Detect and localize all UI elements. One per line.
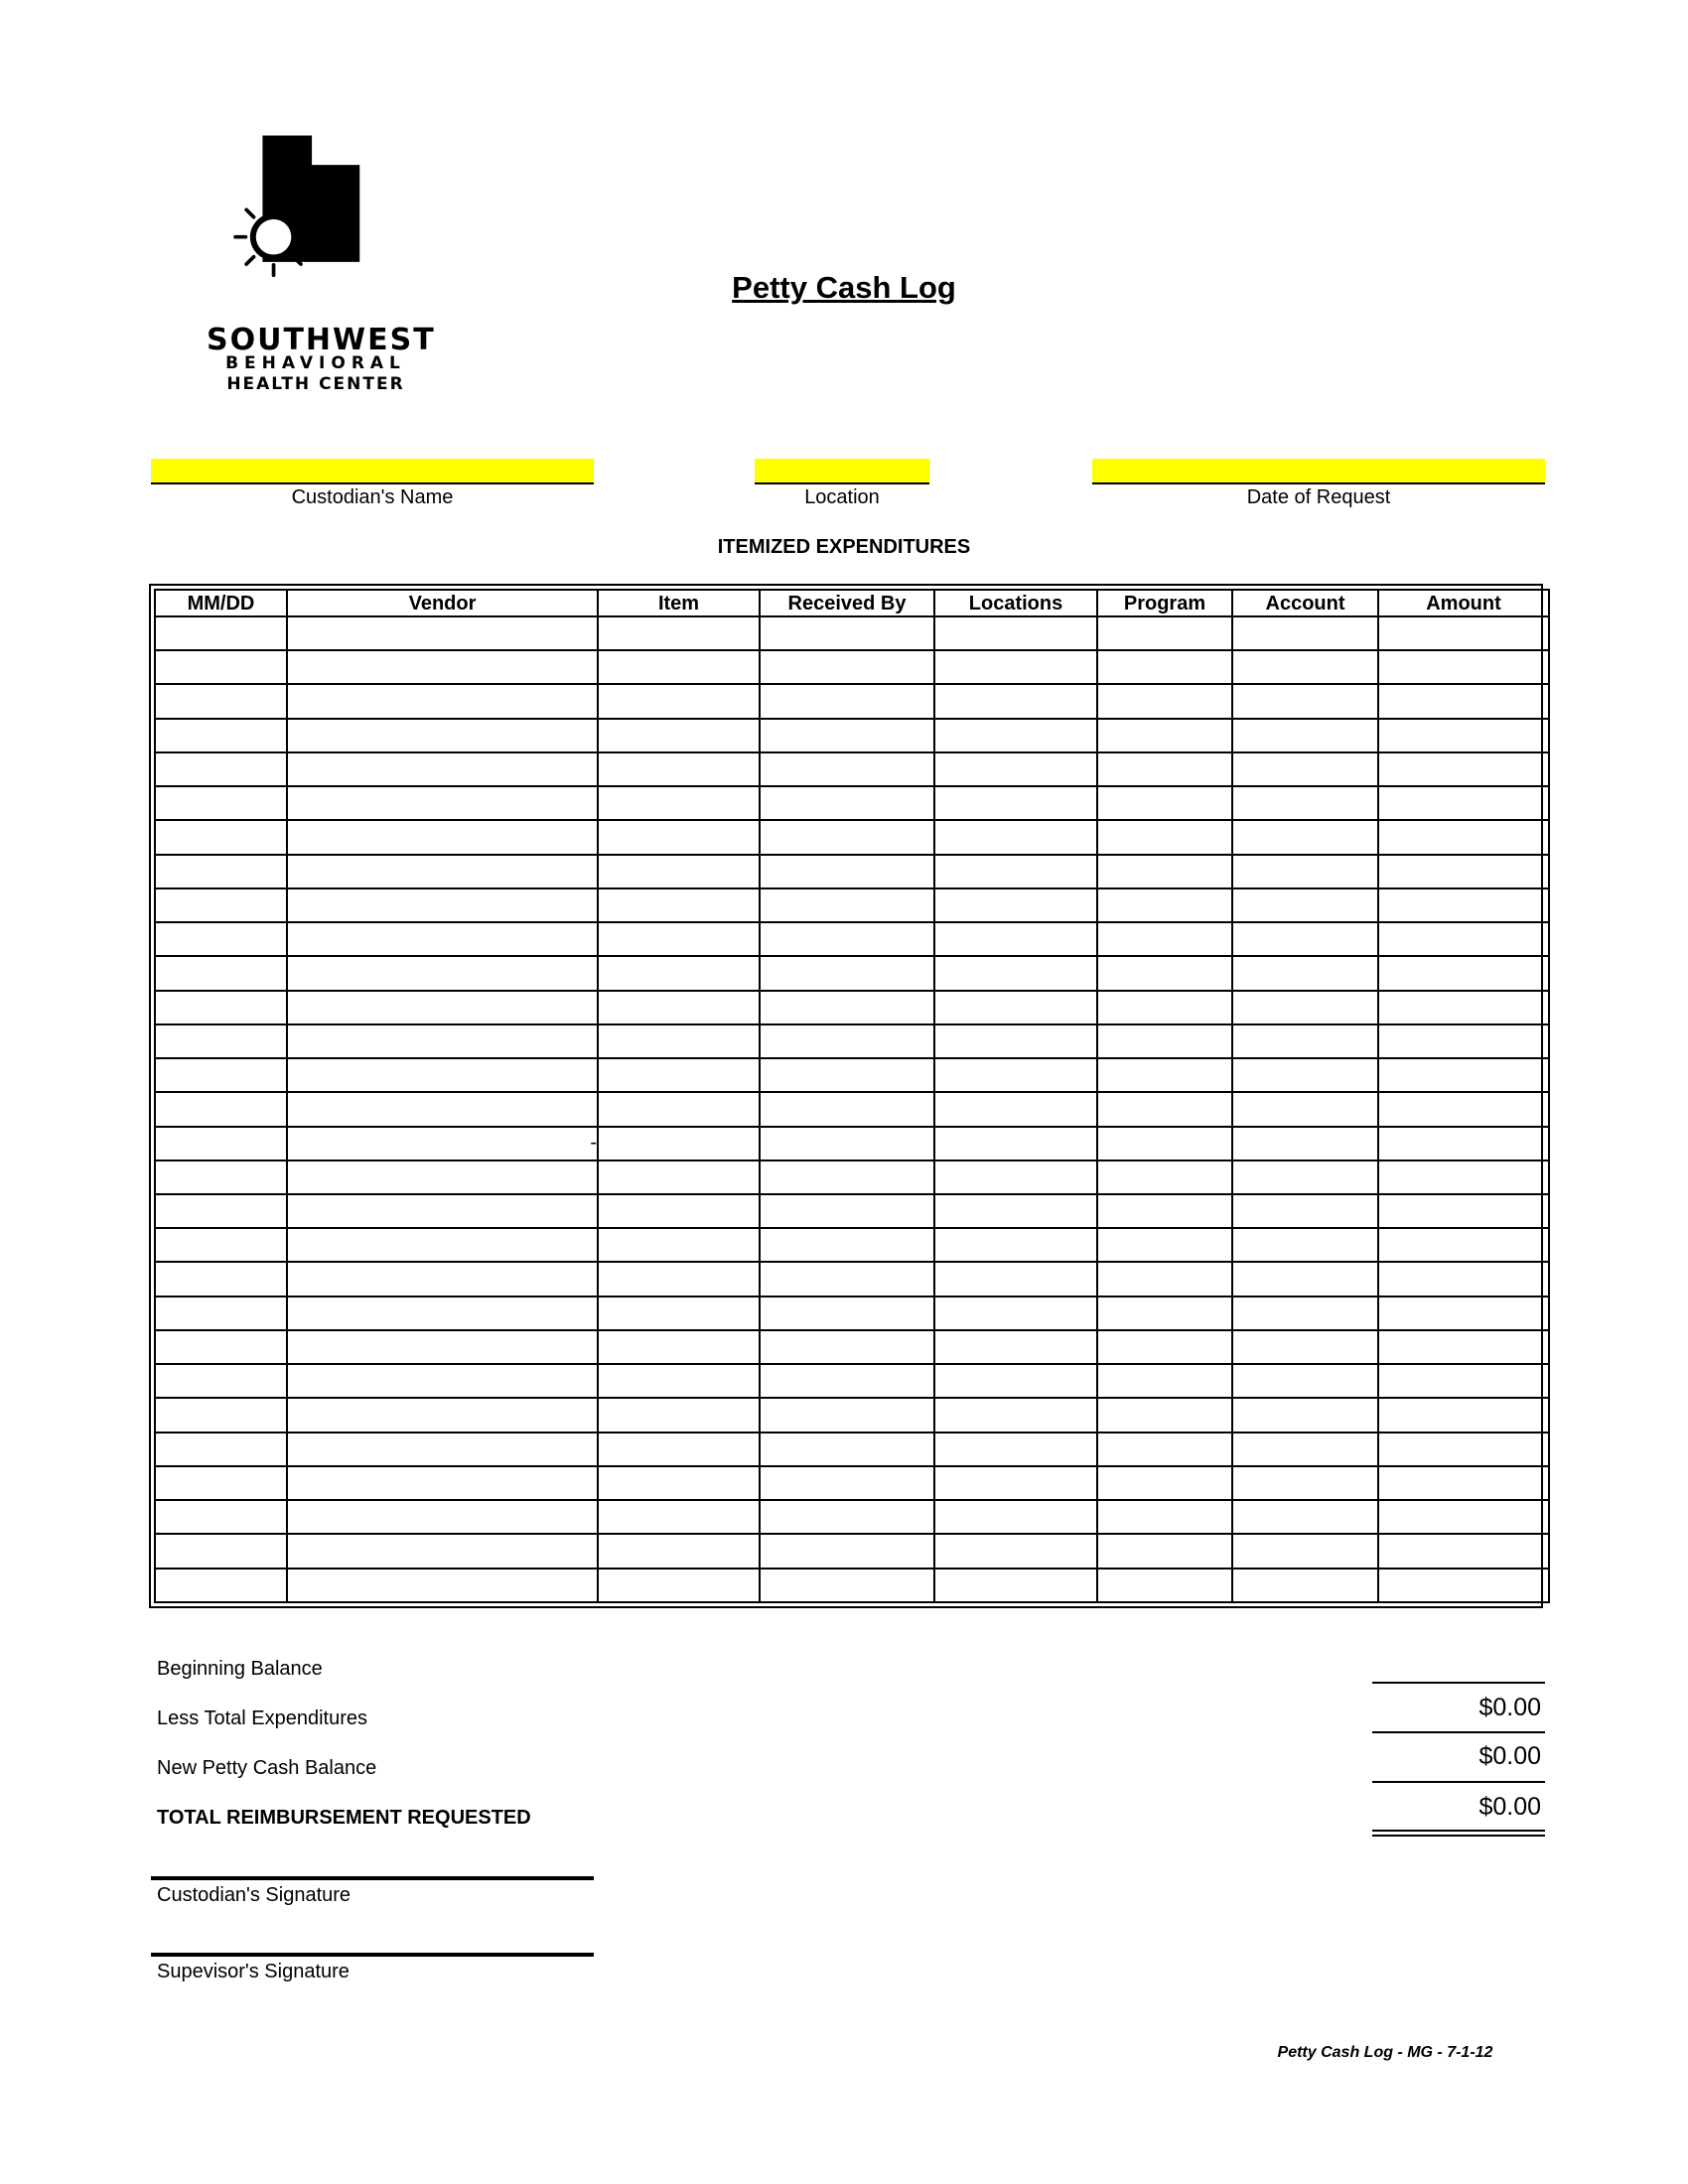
cell-program[interactable] <box>1097 1364 1232 1398</box>
new-petty-cash-balance-value: $0.00 <box>1478 1742 1541 1770</box>
cell-item[interactable] <box>598 1092 760 1126</box>
cell-mmdd[interactable] <box>155 956 287 990</box>
cell-amount[interactable] <box>1378 1398 1549 1432</box>
cell-program[interactable] <box>1097 1297 1232 1330</box>
cell-mmdd[interactable] <box>155 1466 287 1500</box>
table-row <box>155 650 1549 684</box>
table-row <box>155 752 1549 786</box>
column-header-amount: Amount <box>1378 590 1549 616</box>
cell-item[interactable] <box>598 1364 760 1398</box>
cell-vendor[interactable] <box>287 684 598 718</box>
cell-mmdd[interactable] <box>155 1228 287 1262</box>
table-row <box>155 719 1549 752</box>
cell-locations[interactable] <box>934 752 1097 786</box>
cell-received-by[interactable] <box>760 1330 934 1364</box>
table-row <box>155 1262 1549 1296</box>
cell-item[interactable] <box>598 820 760 854</box>
table-row <box>155 1534 1549 1568</box>
cell-mmdd[interactable] <box>155 1262 287 1296</box>
cell-item[interactable] <box>598 684 760 718</box>
cell-program[interactable] <box>1097 1058 1232 1092</box>
page-title: Petty Cash Log <box>732 270 956 305</box>
cell-amount[interactable] <box>1378 888 1549 922</box>
cell-item[interactable] <box>598 1194 760 1228</box>
cell-item[interactable] <box>598 719 760 752</box>
cell-mmdd[interactable] <box>155 1194 287 1228</box>
date-of-request-label: Date of Request <box>1246 486 1391 508</box>
cell-received-by[interactable] <box>760 1092 934 1126</box>
cell-program[interactable] <box>1097 786 1232 820</box>
cell-vendor[interactable] <box>287 922 598 956</box>
cell-mmdd[interactable] <box>155 1058 287 1092</box>
cell-locations[interactable] <box>934 650 1097 684</box>
cell-mmdd[interactable] <box>155 719 287 752</box>
cell-received-by[interactable] <box>760 1228 934 1262</box>
cell-received-by[interactable] <box>760 1262 934 1296</box>
table-row <box>155 616 1549 650</box>
total-reimbursement-label: TOTAL REIMBURSEMENT REQUESTED <box>157 1807 531 1829</box>
cell-account[interactable] <box>1232 991 1378 1024</box>
table-row <box>155 1024 1549 1058</box>
cell-mmdd[interactable] <box>155 1398 287 1432</box>
cell-locations[interactable] <box>934 1330 1097 1364</box>
cell-item[interactable] <box>598 888 760 922</box>
cell-locations[interactable] <box>934 855 1097 888</box>
table-row <box>155 1092 1549 1126</box>
section-title: ITEMIZED EXPENDITURES <box>717 536 971 558</box>
cell-vendor[interactable] <box>287 1194 598 1228</box>
cell-amount[interactable] <box>1378 1024 1549 1058</box>
table-row <box>155 1398 1549 1432</box>
cell-item[interactable] <box>598 1330 760 1364</box>
cell-program[interactable] <box>1097 616 1232 650</box>
cell-locations[interactable] <box>934 1024 1097 1058</box>
column-header-item: Item <box>598 590 760 616</box>
cell-mmdd[interactable] <box>155 684 287 718</box>
table-row <box>155 1297 1549 1330</box>
cell-program[interactable] <box>1097 1330 1232 1364</box>
cell-received-by[interactable] <box>760 1160 934 1194</box>
cell-item[interactable] <box>598 1228 760 1262</box>
column-header-received-by: Received By <box>760 590 934 616</box>
cell-amount[interactable] <box>1378 1262 1549 1296</box>
cell-vendor[interactable] <box>287 1297 598 1330</box>
cell-received-by[interactable] <box>760 1297 934 1330</box>
cell-locations[interactable] <box>934 786 1097 820</box>
less-total-expenditures-value: $0.00 <box>1478 1694 1541 1721</box>
beginning-balance-label: Beginning Balance <box>157 1658 323 1680</box>
column-header-program: Program <box>1097 590 1232 616</box>
form-footer: Petty Cash Log - MG - 7-1-12 <box>1277 2044 1493 2061</box>
cell-vendor[interactable] <box>287 616 598 650</box>
cell-amount[interactable] <box>1378 684 1549 718</box>
cell-program[interactable] <box>1097 752 1232 786</box>
cell-locations[interactable] <box>934 1160 1097 1194</box>
cell-program[interactable] <box>1097 922 1232 956</box>
cell-account[interactable] <box>1232 1398 1378 1432</box>
table-row <box>155 1058 1549 1092</box>
cell-mmdd[interactable] <box>155 650 287 684</box>
cell-amount[interactable] <box>1378 1058 1549 1092</box>
cell-received-by[interactable] <box>760 820 934 854</box>
cell-vendor[interactable] <box>287 1024 598 1058</box>
cell-locations[interactable] <box>934 1433 1097 1466</box>
cell-program[interactable] <box>1097 1127 1232 1160</box>
less-total-expenditures-label: Less Total Expenditures <box>157 1707 367 1729</box>
beginning-balance-line <box>1372 1682 1545 1684</box>
cell-program[interactable] <box>1097 1398 1232 1432</box>
logo-text-health-center: HEALTH CENTER <box>226 374 405 394</box>
cell-mmdd[interactable] <box>155 922 287 956</box>
cell-account[interactable] <box>1232 616 1378 650</box>
cell-locations[interactable] <box>934 1466 1097 1500</box>
column-header-account: Account <box>1232 590 1378 616</box>
table-row <box>155 922 1549 956</box>
supervisor-signature-label: Supevisor's Signature <box>157 1961 350 1982</box>
cell-program[interactable] <box>1097 888 1232 922</box>
cell-account[interactable] <box>1232 1262 1378 1296</box>
cell-item[interactable] <box>598 1058 760 1092</box>
cell-program[interactable] <box>1097 1262 1232 1296</box>
cell-item[interactable] <box>598 922 760 956</box>
cell-amount[interactable] <box>1378 991 1549 1024</box>
cell-locations[interactable] <box>934 684 1097 718</box>
cell-amount[interactable] <box>1378 650 1549 684</box>
location-field[interactable] <box>755 459 929 484</box>
cell-vendor[interactable] <box>287 1534 598 1568</box>
cell-received-by[interactable] <box>760 855 934 888</box>
cell-mmdd[interactable] <box>155 752 287 786</box>
cell-locations[interactable] <box>934 1228 1097 1262</box>
cell-locations[interactable] <box>934 1297 1097 1330</box>
cell-program[interactable] <box>1097 684 1232 718</box>
cell-amount[interactable] <box>1378 922 1549 956</box>
cell-item[interactable] <box>598 1262 760 1296</box>
table-row <box>155 991 1549 1024</box>
cell-account[interactable] <box>1232 888 1378 922</box>
cell-account[interactable] <box>1232 1297 1378 1330</box>
table-row <box>155 684 1549 718</box>
cell-received-by[interactable] <box>760 991 934 1024</box>
cell-received-by[interactable] <box>760 1466 934 1500</box>
cell-amount[interactable] <box>1378 1569 1549 1602</box>
new-petty-cash-balance-line <box>1372 1781 1545 1783</box>
cell-locations[interactable] <box>934 1194 1097 1228</box>
cell-item[interactable] <box>598 1297 760 1330</box>
cell-mmdd[interactable] <box>155 1500 287 1534</box>
cell-mmdd[interactable] <box>155 1433 287 1466</box>
cell-account[interactable] <box>1232 855 1378 888</box>
cell-locations[interactable] <box>934 1534 1097 1568</box>
cell-program[interactable] <box>1097 1500 1232 1534</box>
cell-received-by[interactable] <box>760 1500 934 1534</box>
column-header-vendor: Vendor <box>287 590 598 616</box>
cell-program[interactable] <box>1097 1160 1232 1194</box>
cell-locations[interactable] <box>934 1364 1097 1398</box>
cell-received-by[interactable] <box>760 1569 934 1602</box>
cell-account[interactable] <box>1232 1466 1378 1500</box>
cell-account[interactable] <box>1232 1330 1378 1364</box>
cell-account[interactable] <box>1232 1534 1378 1568</box>
cell-amount[interactable] <box>1378 1330 1549 1364</box>
cell-account[interactable] <box>1232 1092 1378 1126</box>
cell-vendor[interactable] <box>287 1569 598 1602</box>
cell-program[interactable] <box>1097 1194 1232 1228</box>
cell-amount[interactable] <box>1378 820 1549 854</box>
cell-item[interactable] <box>598 1433 760 1466</box>
cell-mmdd[interactable] <box>155 1160 287 1194</box>
cell-received-by[interactable] <box>760 1194 934 1228</box>
cell-account[interactable] <box>1232 1228 1378 1262</box>
cell-account[interactable] <box>1232 956 1378 990</box>
cell-received-by[interactable] <box>760 650 934 684</box>
cell-received-by[interactable] <box>760 786 934 820</box>
cell-received-by[interactable] <box>760 1534 934 1568</box>
cell-amount[interactable] <box>1378 1500 1549 1534</box>
cell-account[interactable] <box>1232 1127 1378 1160</box>
cell-mmdd[interactable] <box>155 616 287 650</box>
cell-account[interactable] <box>1232 1500 1378 1534</box>
table-row <box>155 1569 1549 1602</box>
cell-vendor[interactable] <box>287 820 598 854</box>
cell-vendor[interactable] <box>287 1433 598 1466</box>
cell-vendor[interactable] <box>287 1398 598 1432</box>
cell-vendor[interactable] <box>287 1058 598 1092</box>
cell-mmdd[interactable] <box>155 1024 287 1058</box>
cell-locations[interactable] <box>934 922 1097 956</box>
cell-program[interactable] <box>1097 820 1232 854</box>
table-row <box>155 1228 1549 1262</box>
cell-locations[interactable] <box>934 1569 1097 1602</box>
table-row <box>155 786 1549 820</box>
cell-item[interactable] <box>598 650 760 684</box>
cell-program[interactable] <box>1097 1534 1232 1568</box>
cell-vendor[interactable] <box>287 956 598 990</box>
table-row <box>155 1330 1549 1364</box>
cell-amount[interactable] <box>1378 1534 1549 1568</box>
cell-mmdd[interactable] <box>155 1534 287 1568</box>
cell-mmdd[interactable] <box>155 991 287 1024</box>
cell-received-by[interactable] <box>760 1127 934 1160</box>
cell-amount[interactable] <box>1378 1364 1549 1398</box>
cell-account[interactable] <box>1232 1364 1378 1398</box>
cell-received-by[interactable] <box>760 719 934 752</box>
cell-received-by[interactable] <box>760 1058 934 1092</box>
cell-item[interactable] <box>598 752 760 786</box>
cell-item[interactable] <box>598 1127 760 1160</box>
cell-locations[interactable] <box>934 1262 1097 1296</box>
cell-account[interactable] <box>1232 719 1378 752</box>
cell-vendor[interactable] <box>287 1092 598 1126</box>
cell-received-by[interactable] <box>760 616 934 650</box>
cell-mmdd[interactable] <box>155 1297 287 1330</box>
cell-item[interactable] <box>598 1569 760 1602</box>
cell-vendor[interactable] <box>287 855 598 888</box>
cell-item[interactable] <box>598 1500 760 1534</box>
cell-vendor[interactable] <box>287 1466 598 1500</box>
table-header-row <box>155 590 1549 616</box>
custodian-name-label: Custodian's Name <box>291 486 454 508</box>
cell-amount[interactable] <box>1378 1092 1549 1126</box>
date-of-request-field[interactable] <box>1092 459 1545 484</box>
cell-program[interactable] <box>1097 1466 1232 1500</box>
cell-received-by[interactable] <box>760 1024 934 1058</box>
cell-mmdd[interactable] <box>155 1127 287 1160</box>
total-reimbursement-double-line <box>1372 1830 1545 1837</box>
cell-received-by[interactable] <box>760 684 934 718</box>
cell-vendor[interactable] <box>287 1228 598 1262</box>
cell-program[interactable] <box>1097 650 1232 684</box>
cell-vendor[interactable] <box>287 1160 598 1194</box>
cell-vendor[interactable] <box>287 650 598 684</box>
cell-vendor[interactable] <box>287 888 598 922</box>
cell-item[interactable] <box>598 1466 760 1500</box>
cell-locations[interactable] <box>934 1500 1097 1534</box>
expenditures-table <box>149 584 1543 1608</box>
cell-account[interactable] <box>1232 1569 1378 1602</box>
cell-program[interactable] <box>1097 1228 1232 1262</box>
table-row <box>155 888 1549 922</box>
cell-received-by[interactable] <box>760 922 934 956</box>
cell-mmdd[interactable] <box>155 888 287 922</box>
location-label: Location <box>804 486 880 508</box>
cell-locations[interactable] <box>934 820 1097 854</box>
cell-item[interactable] <box>598 616 760 650</box>
cell-amount[interactable] <box>1378 786 1549 820</box>
total-reimbursement-value: $0.00 <box>1478 1793 1541 1821</box>
table-row <box>155 956 1549 990</box>
cell-amount[interactable] <box>1378 956 1549 990</box>
cell-vendor[interactable] <box>287 719 598 752</box>
cell-item[interactable] <box>598 991 760 1024</box>
cell-mmdd[interactable] <box>155 855 287 888</box>
cell-mmdd[interactable] <box>155 1330 287 1364</box>
cell-item[interactable] <box>598 1024 760 1058</box>
cell-amount[interactable] <box>1378 855 1549 888</box>
cell-account[interactable] <box>1232 922 1378 956</box>
custodian-signature-line[interactable] <box>151 1876 594 1880</box>
cell-program[interactable] <box>1097 991 1232 1024</box>
cell-vendor[interactable] <box>287 1330 598 1364</box>
table-row <box>155 1160 1549 1194</box>
cell-locations[interactable] <box>934 1398 1097 1432</box>
cell-program[interactable] <box>1097 855 1232 888</box>
cell-received-by[interactable] <box>760 1364 934 1398</box>
new-petty-cash-balance-label: New Petty Cash Balance <box>157 1757 377 1779</box>
cell-received-by[interactable] <box>760 956 934 990</box>
cell-program[interactable] <box>1097 1433 1232 1466</box>
cell-account[interactable] <box>1232 820 1378 854</box>
cell-mmdd[interactable] <box>155 786 287 820</box>
table-row <box>155 855 1549 888</box>
cell-amount[interactable] <box>1378 1127 1549 1160</box>
cell-account[interactable] <box>1232 1160 1378 1194</box>
cell-received-by[interactable] <box>760 888 934 922</box>
cell-amount[interactable] <box>1378 1228 1549 1262</box>
cell-amount[interactable] <box>1378 719 1549 752</box>
cell-account[interactable] <box>1232 1194 1378 1228</box>
table-row <box>155 1194 1549 1228</box>
cell-item[interactable] <box>598 1398 760 1432</box>
cell-locations[interactable] <box>934 1058 1097 1092</box>
cell-locations[interactable] <box>934 616 1097 650</box>
cell-vendor[interactable] <box>287 786 598 820</box>
column-header-mmdd: MM/DD <box>155 590 287 616</box>
cell-vendor[interactable] <box>287 1364 598 1398</box>
cell-mmdd[interactable] <box>155 1569 287 1602</box>
logo-text-behavioral: BEHAVIORAL <box>225 353 406 373</box>
cell-account[interactable] <box>1232 786 1378 820</box>
cell-vendor[interactable]: - <box>287 1127 598 1160</box>
table-row <box>155 1433 1549 1466</box>
cell-account[interactable] <box>1232 1024 1378 1058</box>
cell-locations[interactable] <box>934 956 1097 990</box>
cell-item[interactable] <box>598 956 760 990</box>
column-header-locations: Locations <box>934 590 1097 616</box>
custodian-signature-label: Custodian's Signature <box>157 1884 352 1906</box>
cell-locations[interactable] <box>934 1127 1097 1160</box>
cell-program[interactable] <box>1097 1092 1232 1126</box>
cell-account[interactable] <box>1232 684 1378 718</box>
cell-received-by[interactable] <box>760 1433 934 1466</box>
cell-amount[interactable] <box>1378 1466 1549 1500</box>
cell-amount[interactable] <box>1378 616 1549 650</box>
cell-account[interactable] <box>1232 650 1378 684</box>
cell-locations[interactable] <box>934 719 1097 752</box>
cell-locations[interactable] <box>934 991 1097 1024</box>
table-row <box>155 1466 1549 1500</box>
table-row <box>155 1127 1549 1160</box>
cell-program[interactable] <box>1097 1569 1232 1602</box>
cell-amount[interactable] <box>1378 752 1549 786</box>
cell-amount[interactable] <box>1378 1194 1549 1228</box>
less-total-expenditures-line <box>1372 1731 1545 1733</box>
cell-account[interactable] <box>1232 1058 1378 1092</box>
cell-locations[interactable] <box>934 888 1097 922</box>
cell-mmdd[interactable] <box>155 1364 287 1398</box>
custodian-name-field[interactable] <box>151 459 594 484</box>
cell-amount[interactable] <box>1378 1433 1549 1466</box>
cell-item[interactable] <box>598 855 760 888</box>
cell-received-by[interactable] <box>760 752 934 786</box>
cell-amount[interactable] <box>1378 1297 1549 1330</box>
cell-item[interactable] <box>598 786 760 820</box>
table-row <box>155 820 1549 854</box>
cell-mmdd[interactable] <box>155 1092 287 1126</box>
cell-locations[interactable] <box>934 1092 1097 1126</box>
cell-vendor[interactable] <box>287 1500 598 1534</box>
cell-program[interactable] <box>1097 956 1232 990</box>
cell-received-by[interactable] <box>760 1398 934 1432</box>
table-row <box>155 1500 1549 1534</box>
table-row <box>155 1364 1549 1398</box>
cell-vendor[interactable] <box>287 752 598 786</box>
cell-program[interactable] <box>1097 719 1232 752</box>
cell-amount[interactable] <box>1378 1160 1549 1194</box>
cell-account[interactable] <box>1232 752 1378 786</box>
cell-item[interactable] <box>598 1534 760 1568</box>
cell-account[interactable] <box>1232 1433 1378 1466</box>
supervisor-signature-line[interactable] <box>151 1953 594 1957</box>
cell-vendor[interactable] <box>287 991 598 1024</box>
organization-logo <box>204 134 432 333</box>
cell-program[interactable] <box>1097 1024 1232 1058</box>
cell-item[interactable] <box>598 1160 760 1194</box>
cell-mmdd[interactable] <box>155 820 287 854</box>
cell-vendor[interactable] <box>287 1262 598 1296</box>
logo-text-southwest: SOUTHWEST <box>207 323 436 357</box>
